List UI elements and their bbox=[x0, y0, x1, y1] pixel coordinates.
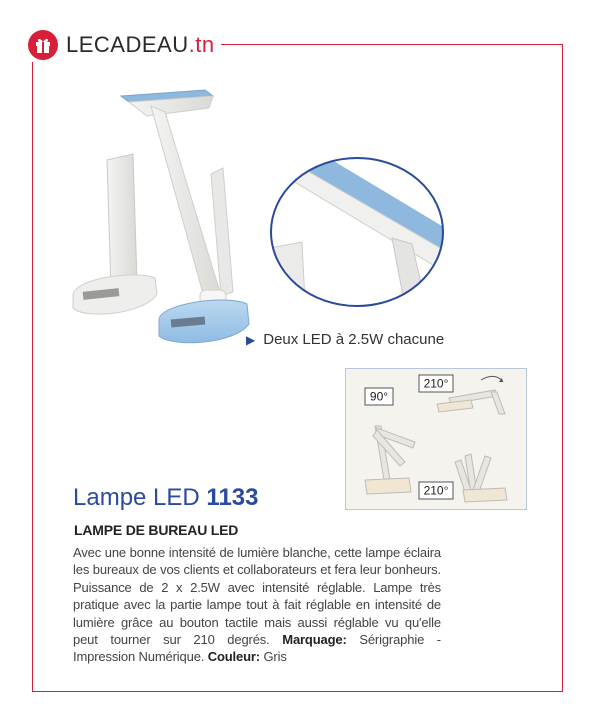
product-description bbox=[73, 544, 441, 666]
product-subtitle: LAMPE DE BUREAU LED bbox=[74, 522, 239, 538]
feature-caption-text: Deux LED à 2.5W chacune bbox=[263, 331, 445, 348]
marquage-label: Marquage: bbox=[282, 632, 347, 648]
zoom-detail-image bbox=[262, 152, 452, 312]
rotation-diagram bbox=[345, 368, 527, 510]
brand-name bbox=[66, 32, 215, 58]
product-title bbox=[73, 484, 259, 512]
product-image bbox=[55, 82, 265, 352]
gift-icon bbox=[28, 30, 58, 60]
feature-caption bbox=[246, 331, 444, 348]
triangle-right-icon: ▶ bbox=[246, 332, 256, 347]
brand-name-text: LECADEAU bbox=[66, 32, 189, 57]
marquage-value: Sérigraphie - Impression Numérique. bbox=[73, 632, 441, 665]
product-number: 1133 bbox=[206, 484, 259, 511]
angle-label-left: 90° bbox=[369, 389, 389, 404]
angle-label-top: 210° bbox=[423, 376, 449, 391]
angle-label-bottom: 210° bbox=[423, 483, 449, 498]
couleur-value: Gris bbox=[263, 649, 287, 665]
product-title-prefix: Lampe LED bbox=[73, 484, 200, 511]
brand-logo[interactable] bbox=[28, 28, 221, 62]
description-text: Avec une bonne intensité de lumière blanche, cette lampe éclaira les bureaux de vos clients et collaborateurs et fera leur bonheurs. Puissance de 2 x 2.5W avec intensité réglable. Lampe très pratique avec la partie lampe tout à fait réglable en intensité de lumière grâce au bouton tactile mais aussi réglable vu qu'elle peut tourner sur 210 degrés. bbox=[73, 545, 441, 648]
couleur-label: Couleur: bbox=[207, 649, 260, 665]
brand-tld: .tn bbox=[188, 32, 215, 57]
